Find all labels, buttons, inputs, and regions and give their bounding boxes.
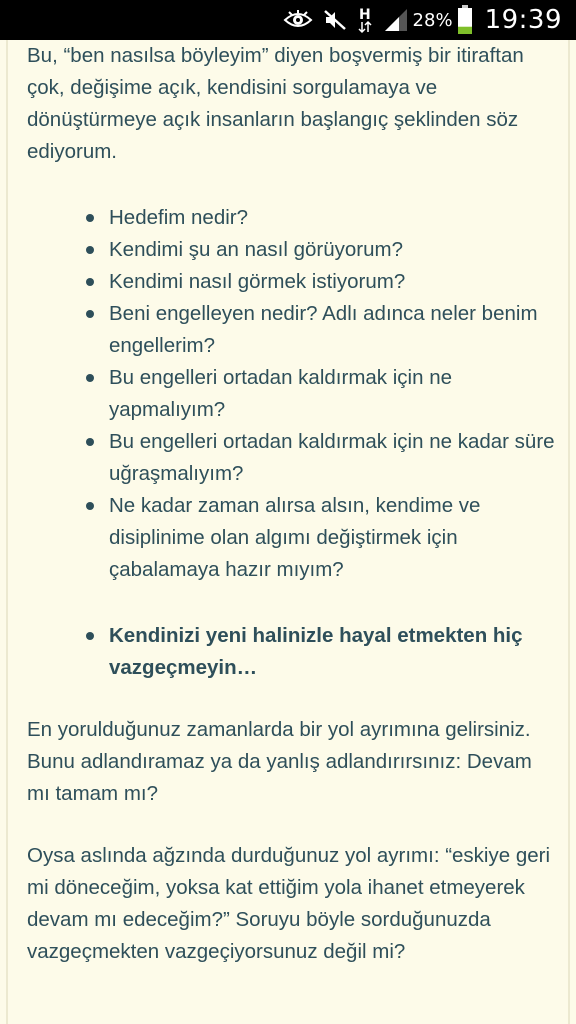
battery-icon: [457, 5, 473, 35]
intro-paragraph: Bu, “ben nasılsa böyleyim” diyen boşvermiş bir itiraftan çok, değişime açık, kendisini sorgulamaya ve dönüştürmeye açık insanların başlangıç şeklinden söz ediyorum.: [27, 44, 524, 163]
network-type-label: H: [358, 7, 371, 23]
article-content: [27, 40, 557, 968]
list-item: [27, 298, 557, 362]
list-item: [27, 362, 557, 426]
body-paragraph: En yorulduğunuz zamanlarda bir yol ayrımına gelirsiniz. Bunu adlandıramaz ya da yanlış adlandırırsınız: Devam mı tamam mı?: [27, 718, 532, 805]
list-item-text: Ne kadar zaman alırsa alsın, kendime ve disiplinime olan algımı değiştirmek için çabalamaya hazır mıyım?: [109, 494, 481, 581]
h-data-icon: [357, 6, 373, 34]
bullet-icon: [86, 632, 94, 640]
page-border-left: [6, 40, 8, 1024]
eye-icon: [283, 10, 313, 30]
emphasis-list: [27, 620, 557, 684]
battery-fill: [458, 27, 472, 34]
bullet-icon: [86, 438, 94, 446]
bullet-icon: [86, 310, 94, 318]
list-item-text: Hedefim nedir?: [109, 206, 249, 229]
list-item-text: Kendimi şu an nasıl görüyorum?: [109, 238, 403, 261]
list-item: [27, 202, 557, 234]
bullet-icon: [86, 502, 94, 510]
list-item-text: Beni engelleyen nedir? Adlı adınca neler benim engellerim?: [109, 302, 538, 357]
bullet-icon: [86, 246, 94, 254]
list-item-text: Bu engelleri ortadan kaldırmak için ne yapmalıyım?: [109, 366, 452, 421]
list-item: [27, 426, 557, 490]
page-border-right: [568, 40, 570, 1024]
list-item: [27, 490, 557, 586]
list-item-text: Kendimi nasıl görmek istiyorum?: [109, 270, 406, 293]
question-list: [27, 202, 557, 586]
list-item: [27, 266, 557, 298]
signal-icon: [383, 7, 409, 33]
bullet-icon: [86, 374, 94, 382]
status-bar: [0, 0, 576, 40]
list-item: [27, 620, 557, 684]
body-paragraph: Oysa aslında ağzında durduğunuz yol ayrımı: “eskiye geri mi döneceğim, yoksa kat ettiğim yola ihanet etmeyerek devam mı edeceğim?” Soruyu böyle sorduğunuzda vazgeçmekten vazgeçiyorsunuz değil mi?: [27, 844, 551, 963]
bullet-icon: [86, 214, 94, 222]
clock-time: 19:39: [484, 5, 562, 35]
battery-percent: 28%: [412, 9, 453, 31]
mute-icon: [323, 8, 347, 32]
emphasis-text: Kendinizi yeni halinizle hayal etmekten hiç vazgeçmeyin…: [109, 624, 523, 679]
list-item-text: Bu engelleri ortadan kaldırmak için ne kadar süre uğraşmalıyım?: [109, 430, 555, 485]
bullet-icon: [86, 278, 94, 286]
list-item: [27, 234, 557, 266]
